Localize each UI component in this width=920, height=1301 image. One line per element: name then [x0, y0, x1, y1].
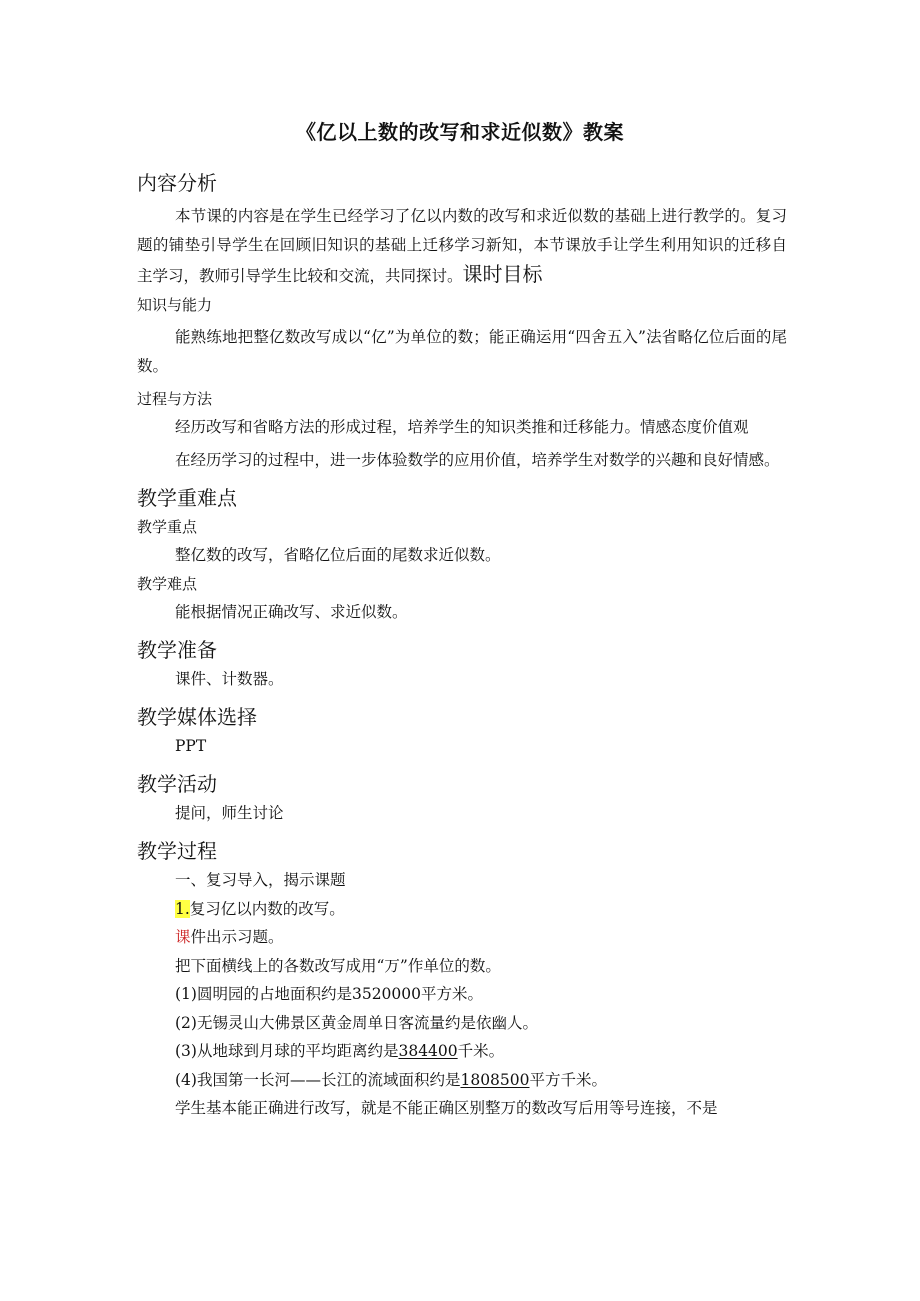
- media-paragraph: PPT: [175, 737, 207, 755]
- section-heading-media: 教学媒体选择: [137, 705, 257, 729]
- q3-number-underlined: 384400: [398, 1042, 458, 1060]
- item-1-text: 复习亿以内数的改写。: [189, 899, 345, 918]
- process-paragraph: 经历改写和省略方法的形成过程，培养学生的知识类推和迁移能力。情感态度价值观: [175, 418, 749, 436]
- courseware-line: [137, 923, 787, 952]
- q4-prefix: (4)我国第一长河——长江的流域面积约是: [175, 1070, 461, 1089]
- process-step-1: 一、复习导入，揭示课题: [175, 871, 346, 889]
- content-analysis-text: 本节课的内容是在学生已经学习了亿以内数的改写和求近似数的基础上进行教学的。复习题的铺垫引导学生在回顾旧知识的基础上迁移学习新知，本节课放手让学生利用知识的迁移自主学习，教师引导学生比较和交流，共同探讨。: [137, 207, 787, 285]
- exercise-question-1: [137, 980, 787, 1009]
- subheading-focus: 教学重点: [137, 518, 198, 536]
- item-number-highlight: 1.: [175, 899, 190, 918]
- exercise-question-3: [137, 1037, 787, 1066]
- exercise-question-2: (2)无锡灵山大佛景区黄金周单日客流量约是依幽人。: [175, 1013, 538, 1032]
- content-analysis-paragraph: [137, 202, 787, 291]
- subheading-process: 过程与方法: [137, 390, 213, 408]
- q1-number: 3520000: [351, 985, 421, 1003]
- subheading-knowledge: 知识与能力: [137, 296, 213, 314]
- courseware-text: 件出示习题。: [190, 928, 284, 946]
- focus-paragraph: 整亿数的改写，省略亿位后面的尾数求近似数。: [175, 546, 501, 564]
- section-heading-process: 教学过程: [137, 839, 217, 863]
- courseware-red-char: 课: [175, 928, 191, 946]
- section-heading-content-analysis: 内容分析: [137, 171, 217, 195]
- section-heading-preparation: 教学准备: [137, 638, 217, 662]
- section-heading-activity: 教学活动: [137, 772, 217, 796]
- subheading-difficulty: 教学难点: [137, 575, 198, 593]
- q3-suffix: 千米。: [457, 1042, 505, 1060]
- document-body: [137, 168, 787, 1123]
- process-item-1: [137, 895, 787, 924]
- knowledge-paragraph: 能熟练地把整亿数改写成以“亿”为单位的数；能正确运用“四舍五入”法省略亿位后面的尾数。: [137, 328, 787, 375]
- preparation-paragraph: 课件、计数器。: [175, 670, 284, 688]
- activity-paragraph: 提问，师生讨论: [175, 804, 284, 822]
- exercise-instruction: 把下面横线上的各数改写成用“万”作单位的数。: [175, 956, 501, 975]
- difficulty-paragraph: 能根据情况正确改写、求近似数。: [175, 603, 408, 621]
- exercise-question-4: [137, 1066, 787, 1095]
- q4-number-underlined: 1808500: [460, 1070, 530, 1089]
- emotion-paragraph: 在经历学习的过程中，进一步体验数学的应用价值，培养学生对数学的兴趣和良好情感。: [175, 451, 780, 469]
- section-heading-objectives: 课时目标: [462, 262, 543, 286]
- q3-prefix: (3)从地球到月球的平均距离约是: [175, 1042, 399, 1060]
- q4-suffix: 平方千米。: [529, 1070, 608, 1089]
- document-title: 《亿以上数的改写和求近似数》教案: [296, 120, 624, 144]
- q1-suffix: 平方米。: [421, 985, 484, 1003]
- section-heading-key-points: 教学重难点: [137, 486, 237, 510]
- process-last-line: 学生基本能正确进行改写，就是不能正确区别整万的数改写后用等号连接，不是: [175, 1099, 718, 1117]
- q1-prefix: (1)圆明园的占地面积约是: [175, 985, 352, 1003]
